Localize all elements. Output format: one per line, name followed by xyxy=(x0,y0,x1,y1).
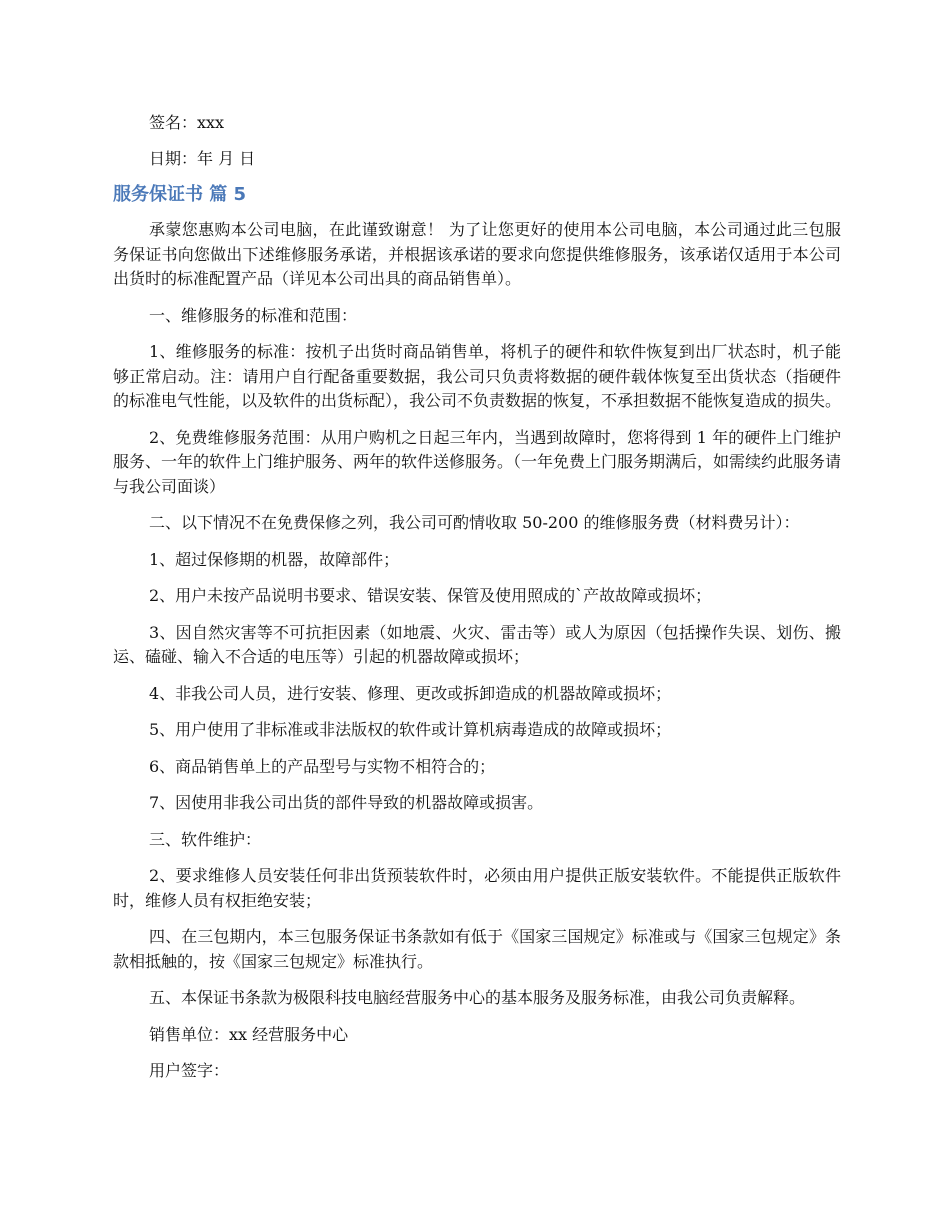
intro-paragraph: 承蒙您惠购本公司电脑，在此谨致谢意！ 为了让您更好的使用本公司电脑，本公司通过此三包服务保证书向您做出下述维修服务承诺，并根据该承诺的要求向您提供维修服务，该承诺仅适用于本公司出货时的标准配置产品（详见本公司出具的商品销售单）。 xyxy=(113,220,841,288)
clause-2-heading: 二、以下情况不在免费保修之列，我公司可酌情收取 50-200 的维修服务费（材料费另计）： xyxy=(149,513,800,532)
clause-2-item-4: 4、非我公司人员，进行安装、修理、更改或拆卸造成的机器故障或损坏； xyxy=(149,683,672,703)
clause-1-heading: 一、维修服务的标准和范围： xyxy=(149,305,358,325)
clause-5: 五、本保证书条款为极限科技电脑经营服务中心的基本服务及服务标准，由我公司负责解释。 xyxy=(149,988,806,1007)
clause-4: 四、在三包期内，本三包服务保证书条款如有低于《国家三国规定》标准或与《国家三包规定》条款相抵触的，按《国家三包规定》标准执行。 xyxy=(113,927,841,971)
clause-2-item-1: 1、超过保修期的机器，故障部件； xyxy=(149,549,400,569)
date-line: 日期：年 月 日 xyxy=(149,149,256,168)
clause-1-item-2: 2、免费维修服务范围：从用户购机之日起三年内，当遇到故障时，您将得到 1 年的硬件上门维护服务、一年的软件上门维护服务、两年的软件送修服务。（一年免费上门服务期满后，如需续约此服务请与我公司面谈） xyxy=(113,427,842,496)
customer-signature-line: 用户签字： xyxy=(149,1061,230,1080)
signature-line: 签名：xxx xyxy=(149,113,225,132)
clause-2-item-5: 5、用户使用了非标准或非法版权的软件或计算机病毒造成的故障或损坏； xyxy=(149,720,672,739)
clause-3-heading: 三、软件维护： xyxy=(149,829,262,849)
clause-3-item-2: 2、要求维修人员安装任何非出货预装软件时，必须由用户提供正版安装软件。不能提供正版软件时，维修人员有权拒绝安装； xyxy=(113,866,841,910)
document-page xyxy=(113,110,841,1084)
clause-2-item-2: 2、用户未按产品说明书要求、错误安装、保管及使用照成的`产故故障或损坏； xyxy=(149,586,712,605)
seller-line: 销售单位：xx 经营服务中心 xyxy=(149,1024,349,1044)
clause-2-item-6: 6、商品销售单上的产品型号与实物不相符合的； xyxy=(149,756,496,776)
clause-2-item-7: 7、因使用非我公司出货的部件导致的机器故障或损害。 xyxy=(149,793,544,812)
section-title: 服务保证书 篇 5 xyxy=(113,184,247,205)
clause-1-item-1: 1、维修服务的标准：按机子出货时商品销售单，将机子的硬件和软件恢复到出厂状态时，机子能够正常启动。注：请用户自行配备重要数据，我公司只负责将数据的硬件载体恢复至出货状态（指硬件的标准电气性能，以及软件的出货标配），我公司不负责数据的恢复，不承担数据不能恢复造成的损失。 xyxy=(113,342,842,410)
clause-2-item-3: 3、因自然灾害等不可抗拒因素（如地震、火灾、雷击等）或人为原因（包括操作失误、划伤、搬运、磕碰、输入不合适的电压等）引起的机器故障或损坏； xyxy=(113,622,841,666)
